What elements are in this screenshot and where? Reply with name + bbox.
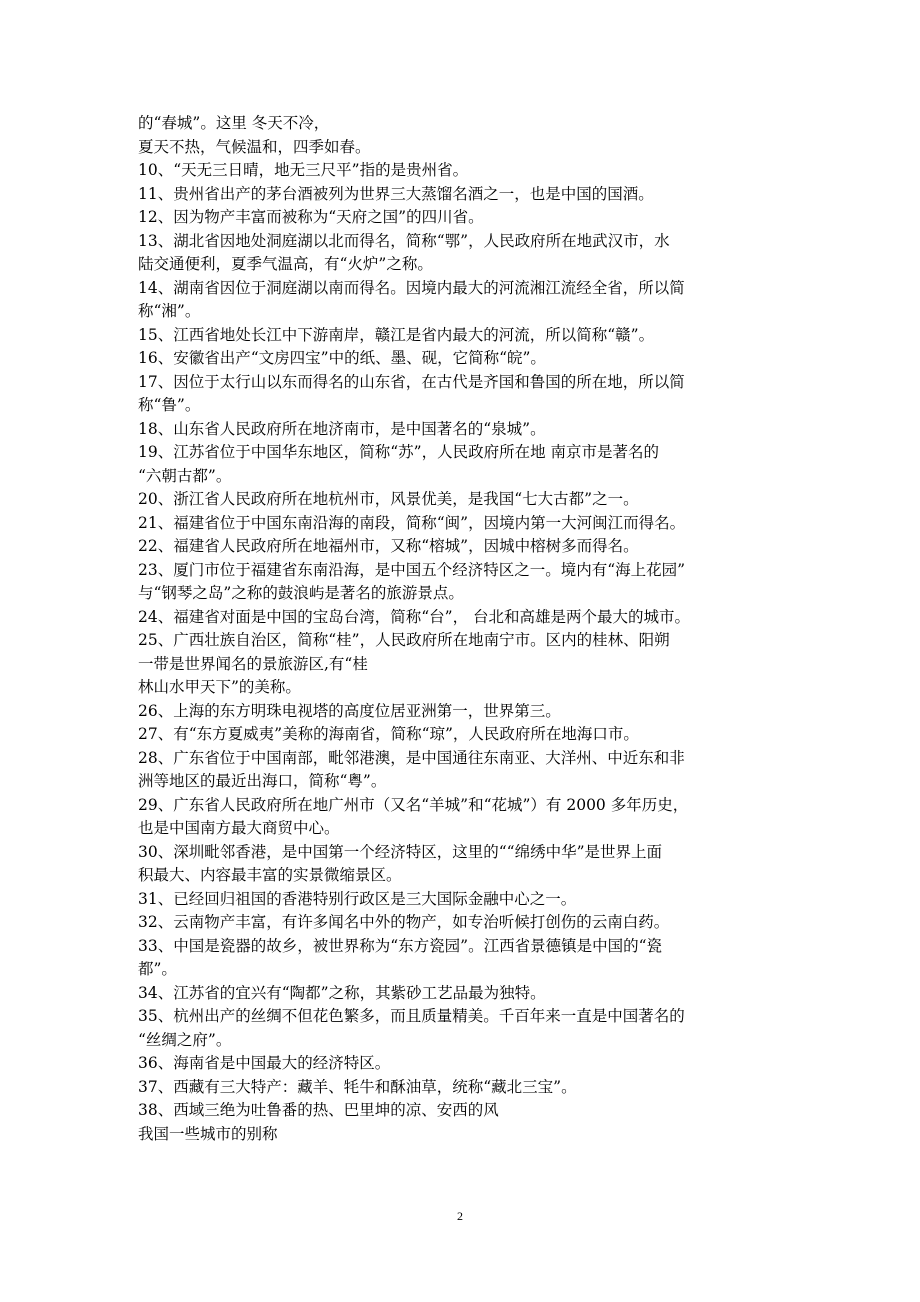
document-body [138,112,786,1146]
text-line: 20、浙江省人民政府所在地杭州市，风景优美，是我国“七大古都”之一。 [138,490,639,508]
text-line: 也是中国南方最大商贸中心。 [138,819,340,837]
text-line: 陆交通便利，夏季气温高，有“火炉”之称。 [138,255,433,273]
text-line: 16、安徽省出产“文房四宝”中的纸、墨、砚，它简称“皖”。 [138,349,546,367]
text-line: 我国一些城市的别称 [138,1124,278,1143]
text-line: 称“湘”。 [138,302,201,320]
text-line: 21、福建省位于中国东南沿海的南段，简称“闽”，因境内第一大河闽江而得名。 [138,513,686,532]
text-line: 28、广东省位于中国南部，毗邻港澳，是中国通往东南亚、大洋州、中近东和非 [138,748,685,767]
text-line: 34、江苏省的宜兴有“陶都”之称，其紫砂工艺品最为独特。 [138,983,546,1002]
text-line: 35、杭州出产的丝绸不但花色繁多，而且质量精美。千百年来一直是中国著名的 [138,1007,685,1025]
text-line: 都”。 [138,960,177,978]
text-line: 19、江苏省位于中国华东地区，简称“苏”，人民政府所在地 南京市是著名的 [138,443,660,461]
text-line: 38、西域三绝为吐鲁番的热、巴里坤的凉、安西的风 [138,1101,499,1119]
text-line: 的“春城”。这里 冬天不冷， [138,114,330,132]
text-line: 27、有“东方夏威夷”美称的海南省，简称“琼”，人民政府所在地海口市。 [138,725,639,743]
text-line: “丝绸之府”。 [138,1030,232,1049]
text-line: 18、山东省人民政府所在地济南市，是中国著名的“泉城”。 [138,419,546,438]
text-line: 一带是世界闻名的景旅游区,有“桂 [138,654,368,673]
text-line: 17、因位于太行山以东而得名的山东省，在古代是齐国和鲁国的所在地，所以简 [138,372,685,391]
text-line: 13、湖北省因地处洞庭湖以北而得名，简称“鄂”，人民政府所在地武汉市，水 [138,231,670,250]
text-line: 22、福建省人民政府所在地福州市，又称“榕城”，因城中榕树多而得名。 [138,537,639,555]
text-line: 14、湖南省因位于洞庭湖以南而得名。因境内最大的河流湘江流经全省，所以简 [138,278,685,297]
text-line: 36、海南省是中国最大的经济特区。 [138,1054,391,1072]
text-line: 与“钢琴之岛”之称的鼓浪屿是著名的旅游景点。 [138,584,464,602]
text-line: “六朝古都”。 [138,466,232,485]
text-line: 32、云南物产丰富，有许多闻名中外的物产，如专治听候打创伤的云南白药。 [138,913,670,931]
text-line: 积最大、内容最丰富的实景微缩景区。 [138,866,402,884]
text-line: 29、广东省人民政府所在地广州市（又名“羊城”和“花城”）有 2000 多年历史， [138,795,689,814]
text-line: 夏天不热，气候温和，四季如春。 [138,137,371,156]
text-line: 33、中国是瓷器的故乡，被世界称为“东方瓷园”。江西省景德镇是中国的“瓷 [138,936,662,955]
text-line: 12、因为物产丰富而被称为“天府之国”的四川省。 [138,208,484,226]
text-line: 11、贵州省出产的茅台酒被列为世界三大蒸馏名酒之一，也是中国的国酒。 [138,184,654,203]
text-line: 称“鲁”。 [138,396,201,414]
page-number: 2 [457,1209,463,1223]
text-line: 30、深圳毗邻香港，是中国第一个经济特区，这里的““绵绣中华”是世界上面 [138,842,662,861]
text-line: 37、西藏有三大特产：藏羊、牦牛和酥油草，统称“藏北三宝”。 [138,1077,577,1096]
text-line: 10、“天无三日晴，地无三尺平”指的是贵州省。 [138,161,469,179]
text-line: 23、厦门市位于福建省东南沿海，是中国五个经济特区之一。境内有“海上花园” [138,560,686,579]
text-line: 25、广西壮族自治区，简称“桂”，人民政府所在地南宁市。区内的桂林、阳朔 [138,631,670,649]
text-line: 林山水甲天下”的美称。 [138,678,301,696]
text-line: 31、已经回归祖国的香港特别行政区是三大国际金融中心之一。 [138,889,577,908]
text-line: 26、上海的东方明珠电视塔的高度位居亚洲第一，世界第三。 [138,701,561,720]
text-line: 洲等地区的最近出海口，简称“粤”。 [138,772,387,790]
text-line: 15、江西省地处长江中下游南岸，赣江是省内最大的河流，所以简称“赣”。 [138,325,655,344]
text-line: 24、福建省对面是中国的宝岛台湾，简称“台”， 台北和高雄是两个最大的城市。 [138,607,691,626]
